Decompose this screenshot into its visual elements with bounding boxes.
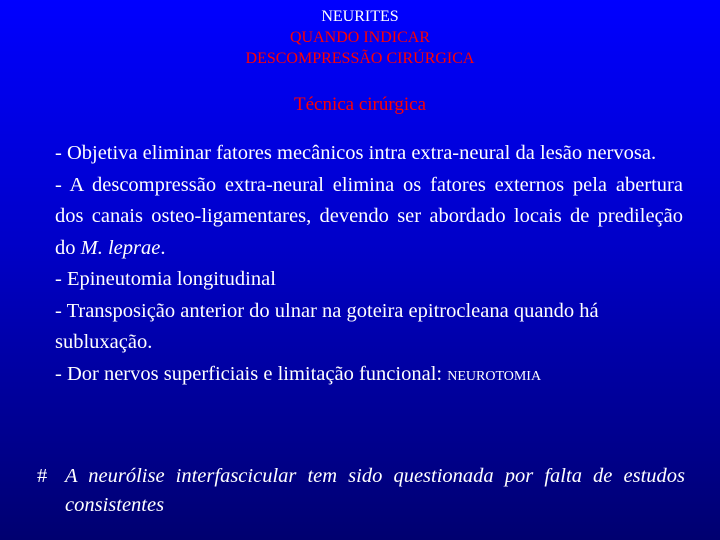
title-line-neurites: NEURITES: [321, 8, 399, 25]
bullet-descompressao-text: - A descompressão extra-neural elimina os fatores externos pela abertura dos canais osteo-ligamentares, devendo ser abordado locais de predileção do: [55, 173, 683, 259]
bullet-transposicao: [55, 296, 683, 359]
bullet-objetiva: [55, 138, 683, 170]
bullet-descompressao-end: .: [160, 236, 166, 259]
bullet-descompressao: [55, 170, 683, 265]
section-subtitle: Técnica cirúrgica: [293, 94, 427, 115]
bullet-dor: [55, 359, 683, 393]
bullet-epineutomia: [55, 264, 683, 296]
bullet-objetiva-text: - Objetiva eliminar fatores mecânicos intra extra-neural da lesão nervosa.: [55, 142, 657, 164]
neurotomia-label: NEUROTOMIA: [447, 368, 542, 384]
species-name: M. leprae: [80, 236, 161, 259]
bullet-epineutomia-text: - Epineutomia longitudinal: [55, 268, 276, 290]
footnote: [37, 462, 685, 520]
title-line-descompressao: DESCOMPRESSÃO CIRÚRGICA: [245, 50, 475, 67]
body-text-block: [55, 138, 683, 392]
bullet-transposicao-text: - Transposição anterior do ulnar na goteira epitrocleana quando há subluxação.: [55, 299, 599, 353]
footnote-text: A neurólise interfascicular tem sido questionada por falta de estudos consistentes: [65, 465, 685, 516]
footnote-marker: #: [37, 465, 48, 487]
bullet-dor-text: - Dor nervos superficiais e limitação funcional:: [55, 362, 448, 385]
title-block: [0, 6, 720, 69]
title-line-quando-indicar: QUANDO INDICAR: [290, 29, 430, 46]
